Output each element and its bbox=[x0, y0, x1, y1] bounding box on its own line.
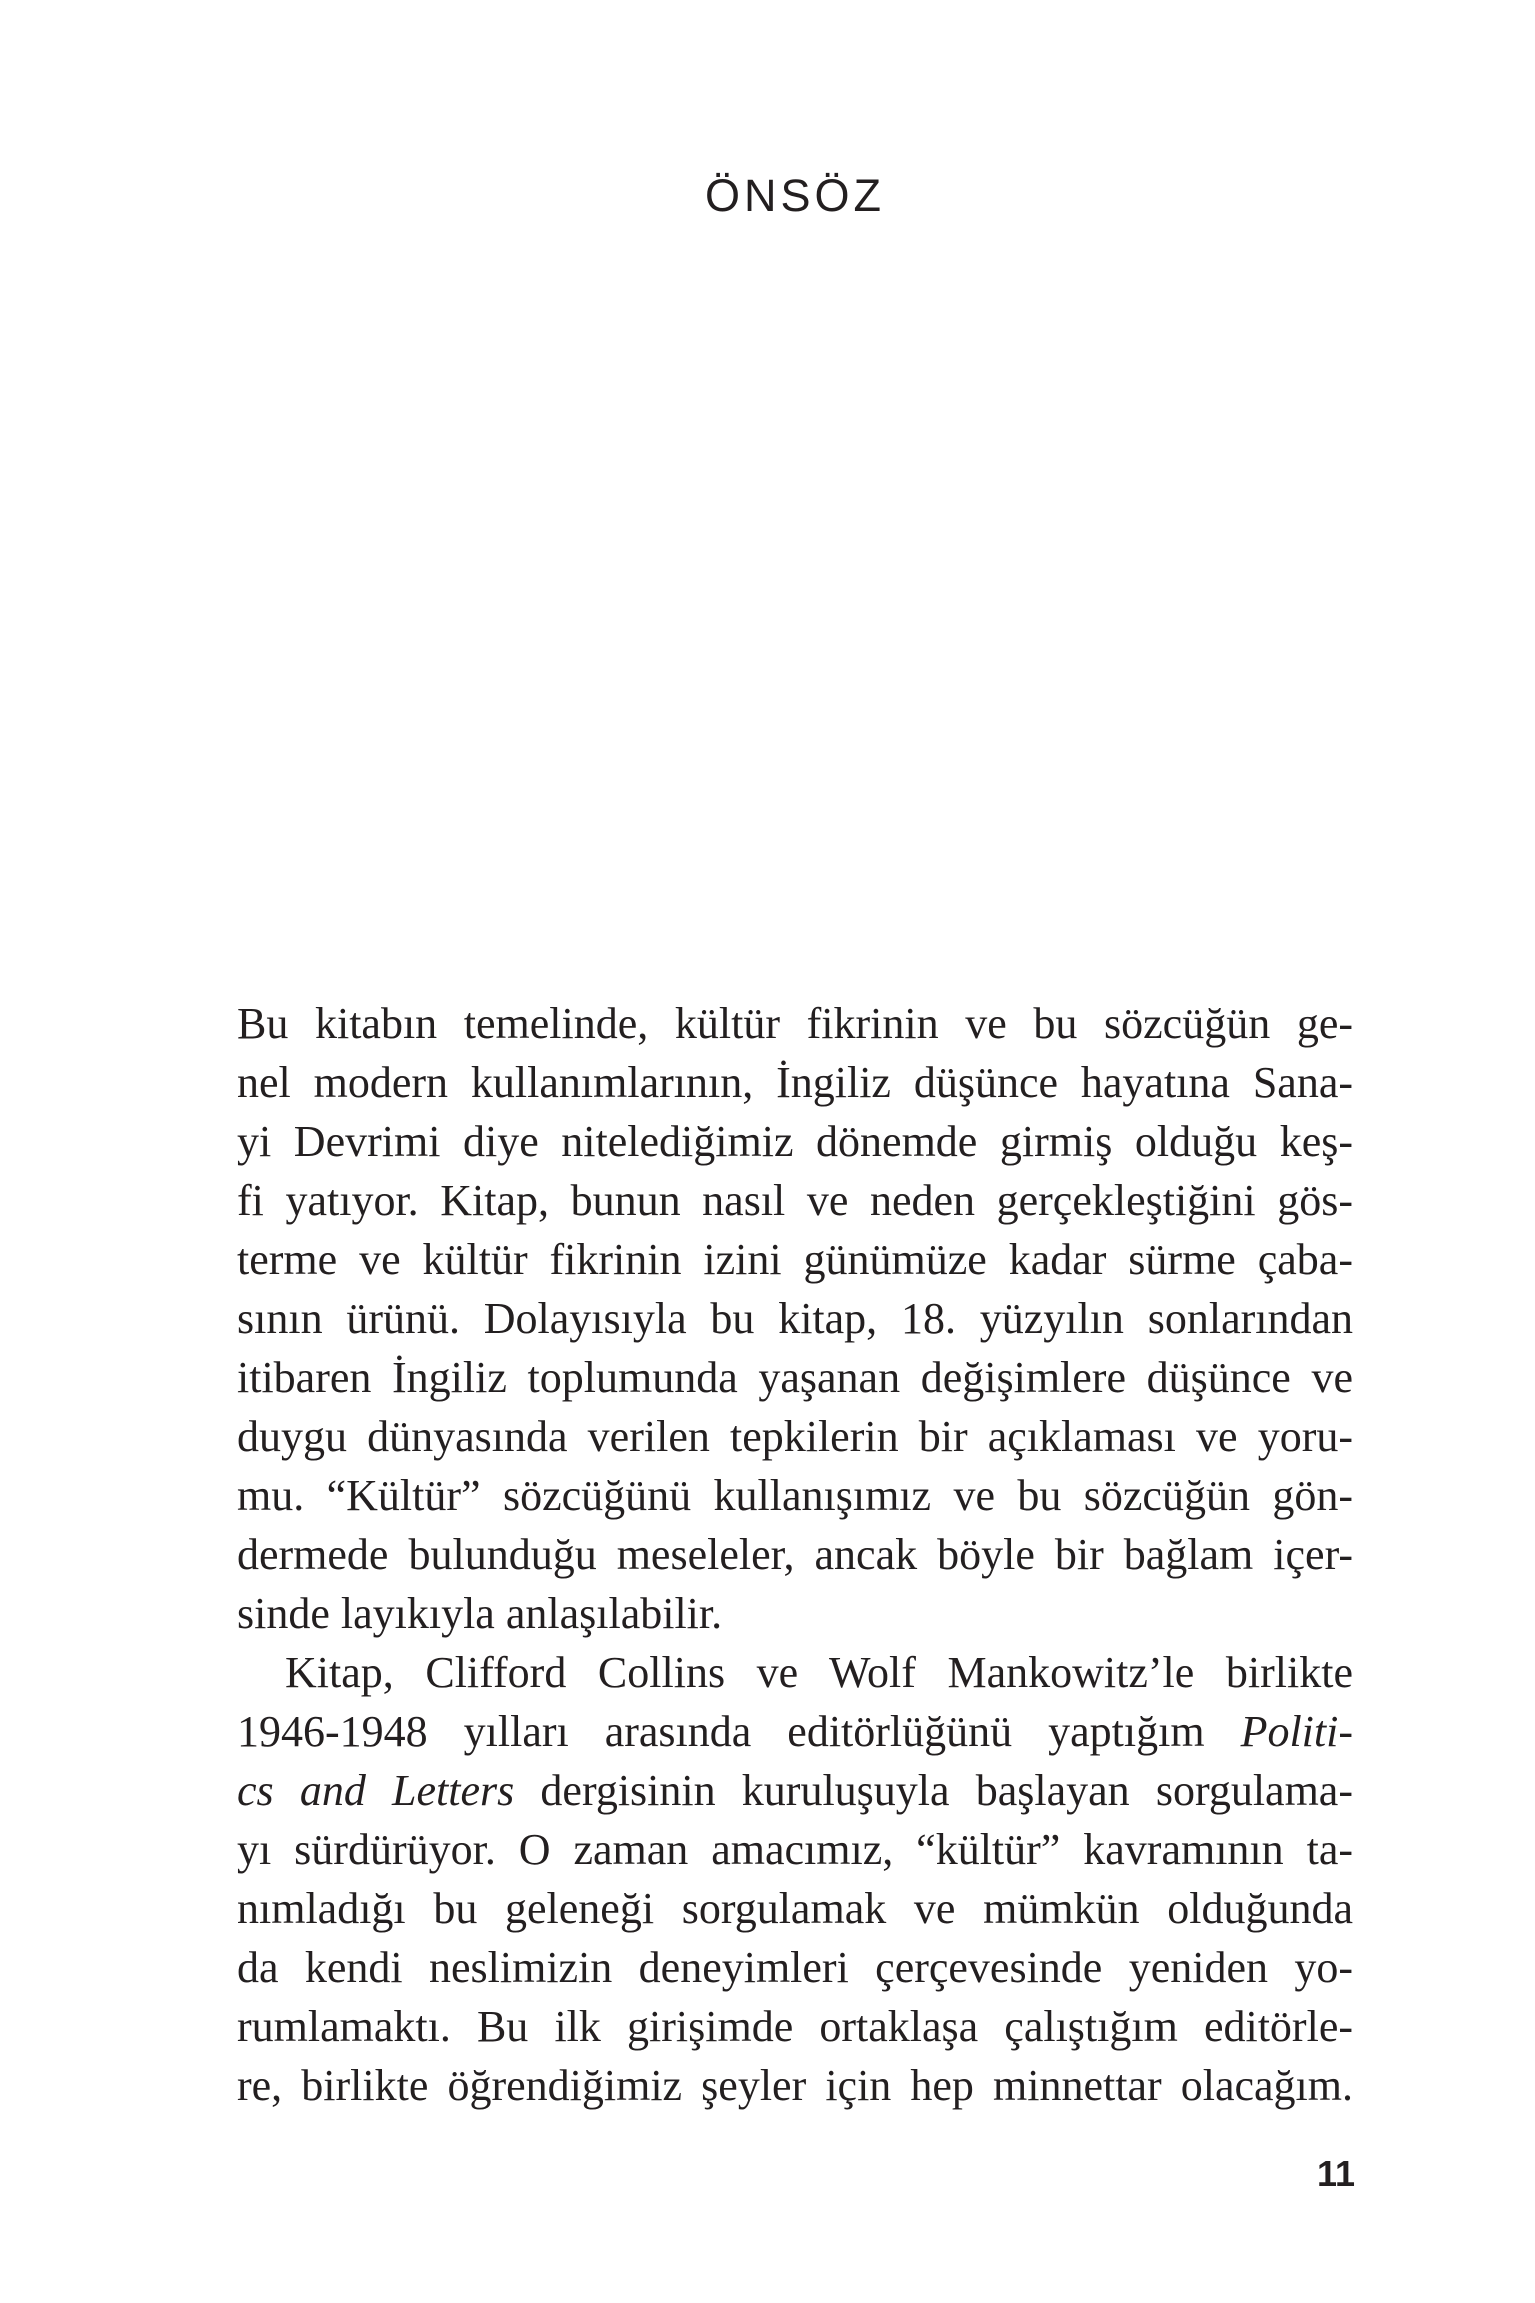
text-line bbox=[237, 2056, 1353, 2115]
text-run: re, birlikte öğrendiğimiz şeyler için hep minnettar olacağım. bbox=[237, 2061, 1353, 2110]
text-run: Bu kitabın temelinde, kültür fikrinin ve bu sözcüğün ge- bbox=[237, 999, 1353, 1048]
body-text bbox=[237, 994, 1353, 2115]
page-number: 11 bbox=[1316, 2153, 1355, 2194]
text-line bbox=[237, 1879, 1353, 1938]
italic-text-run: cs and Letters bbox=[237, 1766, 515, 1815]
text-line bbox=[237, 1289, 1353, 1348]
text-run: dermede bulunduğu meseleler, ancak böyle bir bağlam içer- bbox=[237, 1530, 1353, 1579]
text-run: 1946-1948 yılları arasında editörlüğünü yaptığım bbox=[237, 1707, 1241, 1756]
text-line bbox=[237, 1938, 1353, 1997]
text-run: nımladığı bu geleneği sorgulamak ve mümkün olduğunda bbox=[237, 1884, 1353, 1933]
text-line bbox=[237, 1761, 1353, 1820]
text-line bbox=[237, 1525, 1353, 1584]
text-run: yı sürdürüyor. O zaman amacımız, “kültür” kavramının ta- bbox=[237, 1825, 1353, 1874]
text-line bbox=[237, 994, 1353, 1053]
text-run: sının ürünü. Dolayısıyla bu kitap, 18. yüzyılın sonlarından bbox=[237, 1294, 1353, 1343]
text-line bbox=[237, 1643, 1353, 1702]
text-run: itibaren İngiliz toplumunda yaşanan değişimlere düşünce ve bbox=[237, 1353, 1353, 1402]
page-title: ÖNSÖZ bbox=[704, 170, 885, 221]
text-run: rumlamaktı. Bu ilk girişimde ortaklaşa çalıştığım editörle- bbox=[237, 2002, 1353, 2051]
text-line bbox=[237, 1171, 1353, 1230]
text-line bbox=[237, 1053, 1353, 1112]
text-run: Kitap, Clifford Collins ve Wolf Mankowitz’le birlikte bbox=[285, 1648, 1353, 1697]
text-line bbox=[237, 1466, 1353, 1525]
text-line bbox=[237, 1112, 1353, 1171]
text-line bbox=[237, 1702, 1353, 1761]
text-run: fi yatıyor. Kitap, bunun nasıl ve neden gerçekleştiğini gös- bbox=[237, 1176, 1353, 1225]
text-line bbox=[237, 1348, 1353, 1407]
text-run: dergisinin kuruluşuyla başlayan sorgulama- bbox=[514, 1766, 1353, 1815]
text-line bbox=[237, 1997, 1353, 2056]
italic-text-run: Politi- bbox=[1240, 1707, 1353, 1756]
text-run: yi Devrimi diye nitelediğimiz dönemde girmiş olduğu keş- bbox=[237, 1117, 1353, 1166]
text-line bbox=[237, 1230, 1353, 1289]
text-line bbox=[237, 1820, 1353, 1879]
text-run: terme ve kültür fikrinin izini günümüze kadar sürme çaba- bbox=[237, 1235, 1353, 1284]
text-run: da kendi neslimizin deneyimleri çerçevesinde yeniden yo- bbox=[237, 1943, 1353, 1992]
text-run: nel modern kullanımlarının, İngiliz düşünce hayatına Sana- bbox=[237, 1058, 1353, 1107]
text-line bbox=[237, 1407, 1353, 1466]
paragraph bbox=[237, 1643, 1353, 2115]
text-run: mu. “Kültür” sözcüğünü kullanışımız ve bu sözcüğün gön- bbox=[237, 1471, 1353, 1520]
text-run: sinde layıkıyla anlaşılabilir. bbox=[237, 1589, 723, 1638]
paragraph bbox=[237, 994, 1353, 1643]
text-run: duygu dünyasında verilen tepkilerin bir açıklaması ve yoru- bbox=[237, 1412, 1353, 1461]
text-line bbox=[237, 1584, 1353, 1643]
